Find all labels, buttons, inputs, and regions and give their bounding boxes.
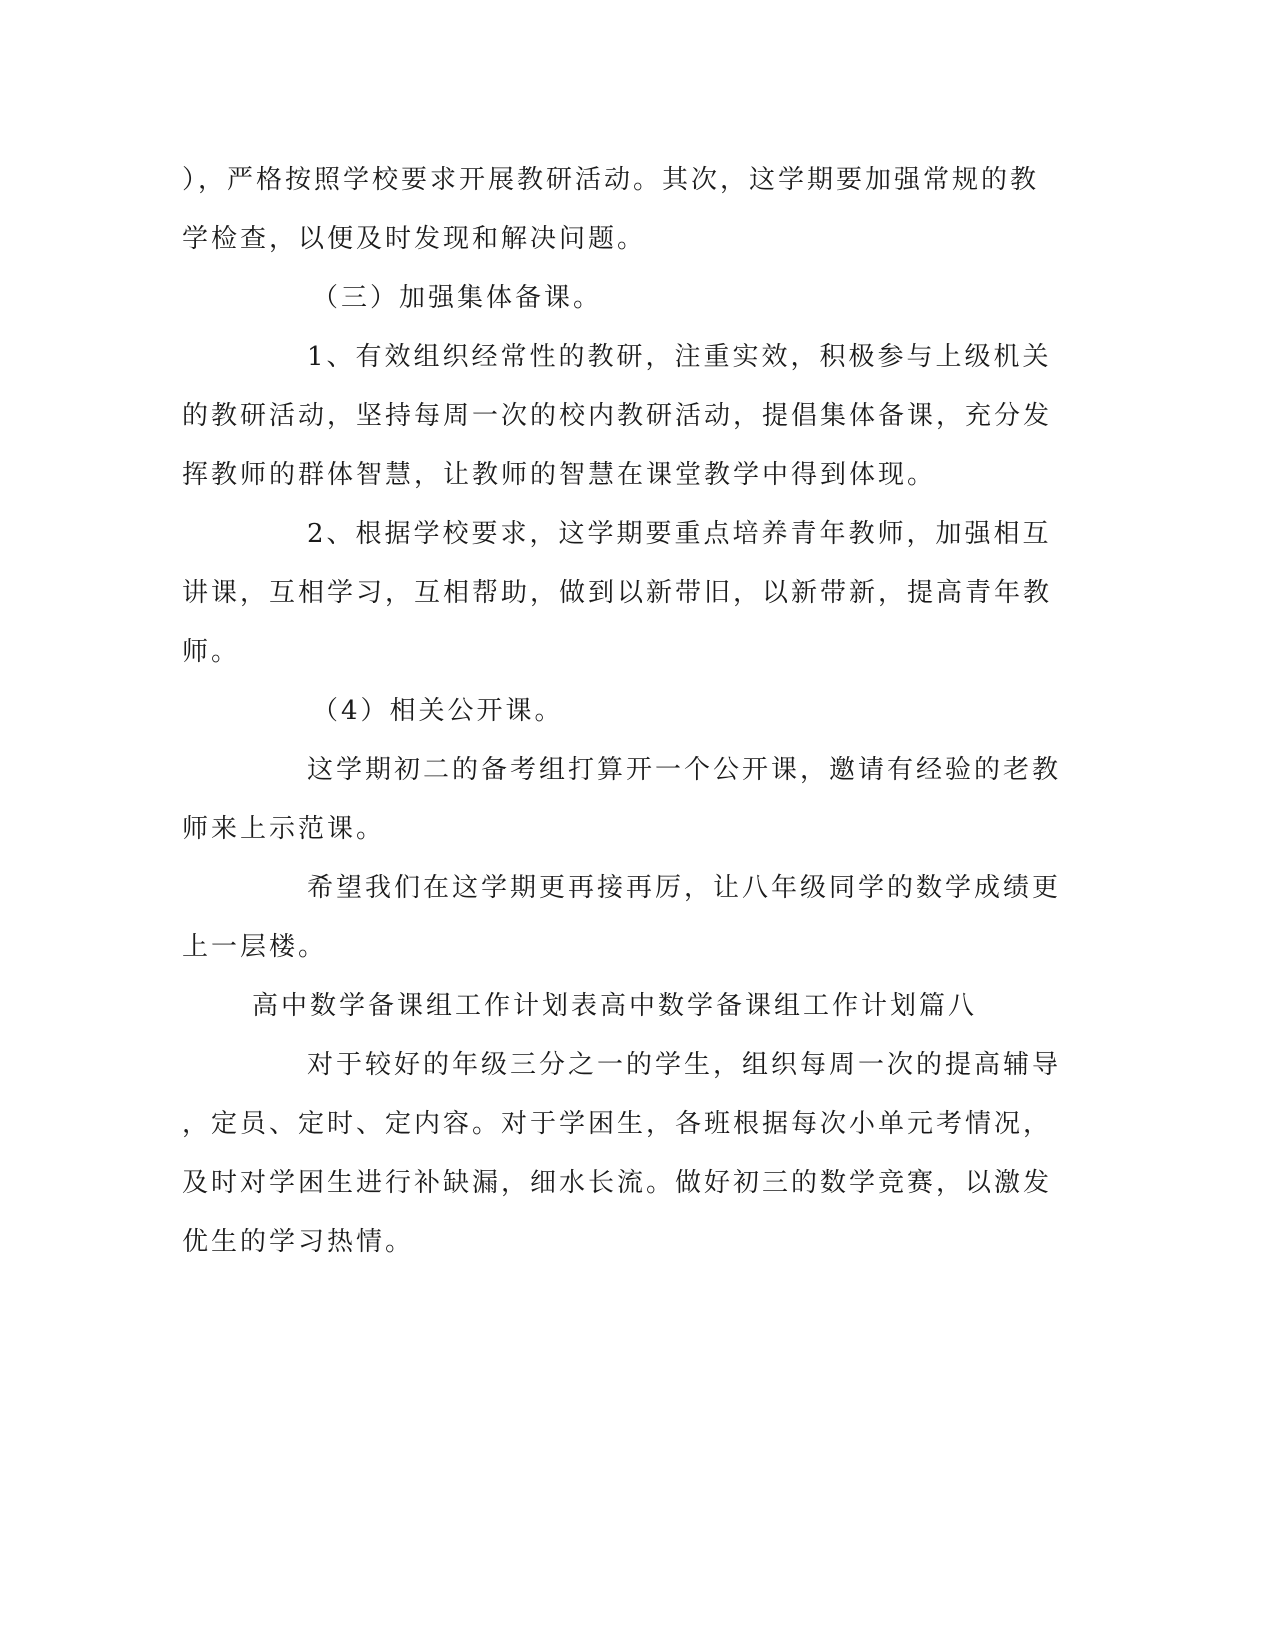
- text-line: 的教研活动，坚持每周一次的校内教研活动，提倡集体备课，充分发: [182, 401, 1053, 431]
- text-line: 师来上示范课。: [182, 814, 386, 844]
- text-line: 上一层楼。: [182, 932, 328, 962]
- text-line: 师。: [182, 637, 241, 667]
- article-title: 高中数学备课组工作计划表高中数学备课组工作计划篇八: [252, 991, 978, 1021]
- text-line: 希望我们在这学期更再接再厉，让八年级同学的数学成绩更: [307, 873, 1062, 903]
- text-line: 对于较好的年级三分之一的学生，组织每周一次的提高辅导: [307, 1050, 1062, 1080]
- section-heading: （4）相关公开课。: [312, 696, 564, 726]
- section-heading: （三）加强集体备课。: [312, 283, 603, 313]
- text-line: 学检查，以便及时发现和解决问题。: [182, 224, 647, 254]
- text-line: 挥教师的群体智慧，让教师的智慧在课堂教学中得到体现。: [182, 460, 937, 490]
- text-line: 2、根据学校要求，这学期要重点培养青年教师，加强相互: [307, 519, 1052, 549]
- text-line: 1、有效组织经常性的教研，注重实效，积极参与上级机关: [307, 342, 1052, 372]
- text-line: 讲课，互相学习，互相帮助，做到以新带旧，以新带新，提高青年教: [182, 578, 1053, 608]
- text-line: 及时对学困生进行补缺漏，细水长流。做好初三的数学竞赛，以激发: [182, 1168, 1053, 1198]
- text-line: 优生的学习热情。: [182, 1227, 415, 1257]
- text-line: 这学期初二的备考组打算开一个公开课，邀请有经验的老教: [307, 755, 1062, 785]
- text-line: ，定员、定时、定内容。对于学困生，各班根据每次小单元考情况，: [182, 1109, 1053, 1139]
- text-line: ），严格按照学校要求开展教研活动。其次，这学期要加强常规的教: [182, 165, 1040, 195]
